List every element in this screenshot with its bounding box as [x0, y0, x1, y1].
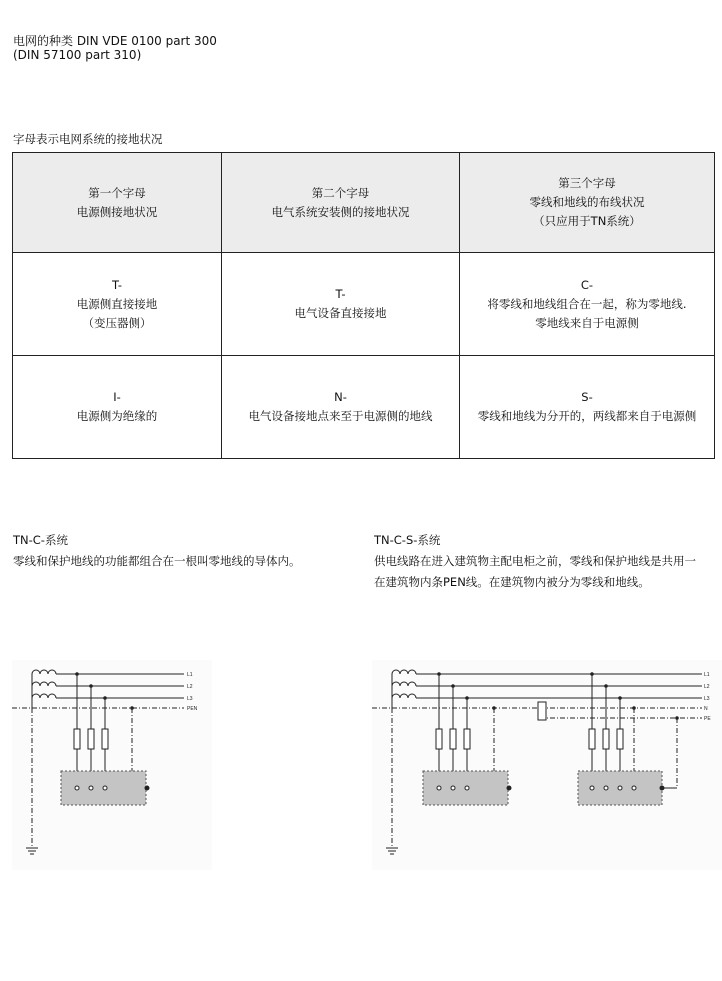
cell-line: S- — [581, 390, 593, 404]
table-cell — [13, 253, 222, 356]
fuse-icon — [74, 729, 80, 749]
title-line-1: 电网的种类 DIN VDE 0100 part 300 — [13, 34, 217, 48]
tn-c-s-description-1: 供电线路在进入建筑物主配电柜之前，零线和保护地线是共用一 — [374, 554, 696, 568]
tn-c-section — [13, 530, 301, 572]
header-cell-first-letter — [13, 153, 222, 253]
cell-line: I- — [113, 390, 121, 404]
cell-line: N- — [334, 390, 347, 404]
label-l3: L3 — [704, 696, 710, 702]
label-l2: L2 — [704, 684, 710, 690]
cell-line: T- — [335, 287, 346, 301]
fuse-icon — [450, 729, 456, 749]
cell-line: 零地线来自于电源侧 — [535, 315, 639, 330]
cell-line: 第三个字母 — [558, 176, 616, 190]
cell-line: T- — [111, 277, 123, 292]
table-cell — [222, 253, 460, 356]
cell-line: 电气设备接地点来至于电源侧的地线 — [248, 409, 433, 423]
grounding-letter-table — [12, 152, 715, 459]
cell-line: 第二个字母 — [311, 185, 370, 200]
fuse-icon — [464, 729, 470, 749]
table-header-row — [13, 153, 715, 253]
fuse-icon — [88, 729, 94, 749]
cell-line: 零线和地线的布线状况 — [529, 195, 645, 209]
tn-c-s-description-2: 在建筑物内条PEN线。在建筑物内被分为零线和地线。 — [374, 575, 650, 589]
title-line-2: (DIN 57100 part 310) — [13, 48, 142, 62]
cell-line: 电源侧为绝缘的 — [76, 409, 158, 423]
fuse-icon — [102, 729, 108, 749]
table-cell — [460, 356, 715, 459]
label-pe: PE — [704, 716, 711, 722]
label-n: N — [704, 706, 708, 712]
tn-c-s-diagram — [372, 660, 722, 870]
header-cell-second-letter — [222, 153, 460, 253]
cell-line: 电气系统安装侧的接地状况 — [271, 204, 410, 219]
cell-line: 零线和地线为分开的，两线都来自于电源侧 — [477, 409, 697, 423]
fuse-icon — [617, 729, 623, 749]
fuse-icon — [436, 729, 442, 749]
table-row — [13, 356, 715, 459]
page-title — [13, 34, 217, 62]
tn-c-s-title: TN-C-S-系统 — [374, 533, 441, 547]
table-title: 字母表示电网系统的接地状况 — [13, 132, 163, 146]
label-pen: PEN — [187, 706, 198, 712]
tn-c-diagram — [12, 660, 212, 870]
label-l1: L1 — [704, 672, 710, 678]
cell-line: （只应用于TN系统） — [533, 214, 641, 228]
table-cell — [13, 356, 222, 459]
fuse-icon — [603, 729, 609, 749]
diagram-background — [372, 660, 722, 870]
fuse-icon — [589, 729, 595, 749]
label-l3: L3 — [187, 696, 193, 702]
label-l2: L2 — [187, 684, 193, 690]
cell-line: 将零线和地线组合在一起，称为零地线. — [487, 296, 687, 311]
header-cell-third-letter — [460, 153, 715, 253]
cell-line: 电源侧接地状况 — [76, 204, 158, 219]
cell-line: 电气设备直接接地 — [294, 306, 387, 320]
cell-line: （变压器侧） — [82, 315, 152, 330]
table-cell — [222, 356, 460, 459]
tn-c-description: 零线和保护地线的功能都组合在一根叫零地线的导体内。 — [13, 554, 301, 568]
table-row — [13, 253, 715, 356]
tn-c-title: TN-C-系统 — [13, 533, 68, 547]
table-cell — [460, 253, 715, 356]
tn-c-s-section — [374, 530, 722, 593]
cell-line: C- — [580, 277, 594, 292]
diagram-background — [12, 660, 212, 870]
label-l1: L1 — [187, 672, 193, 678]
cell-line: 第一个字母 — [88, 185, 146, 200]
cell-line: 电源侧直接接地 — [76, 296, 158, 311]
split-box-icon — [538, 702, 546, 720]
